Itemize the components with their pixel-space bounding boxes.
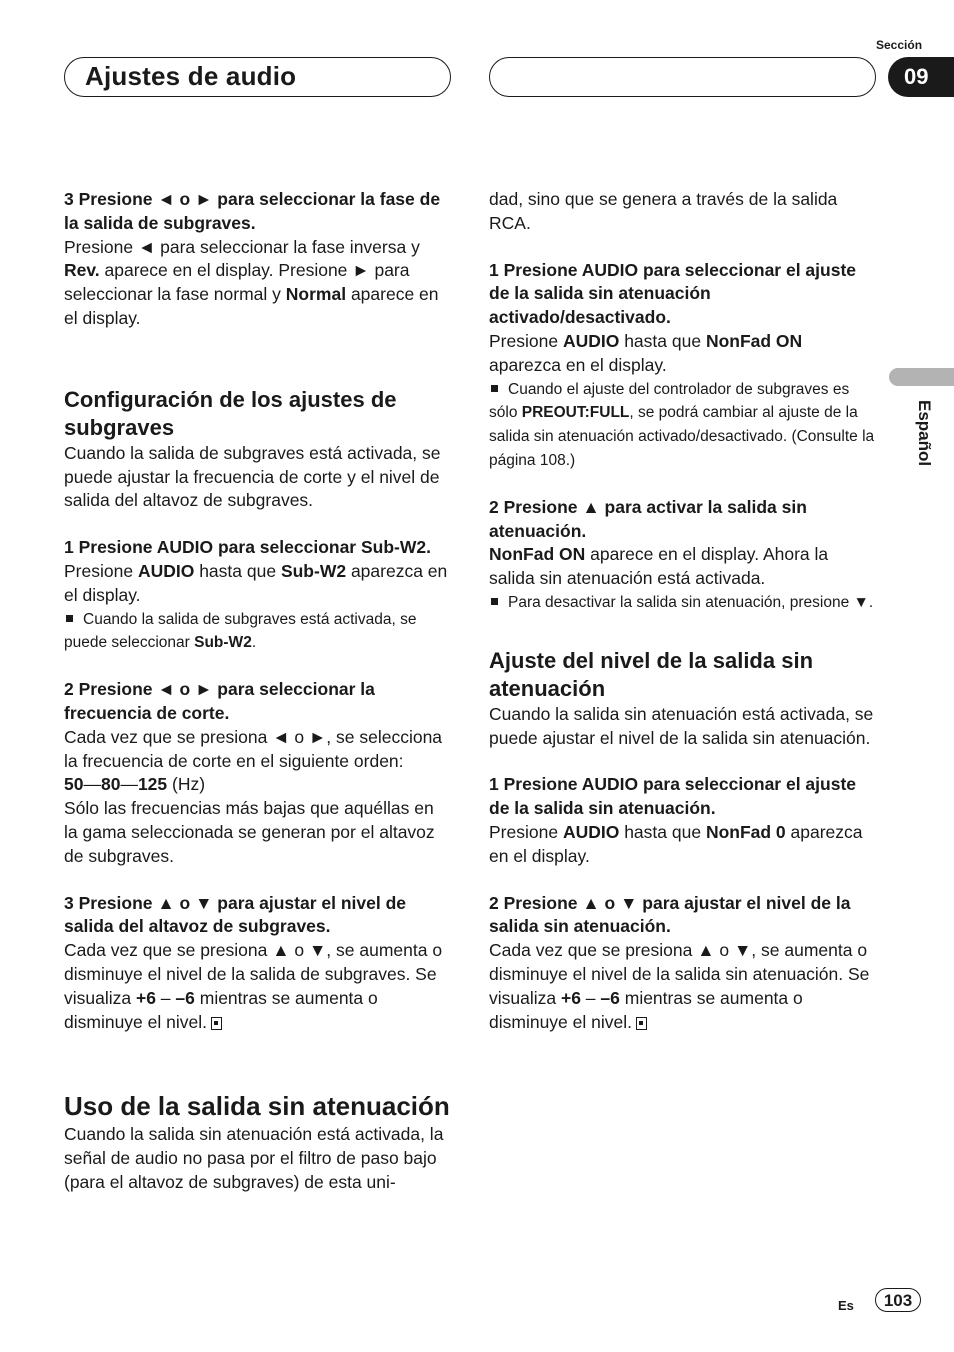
left-column xyxy=(64,188,452,1195)
paragraph: dad, sino que se genera a través de la salida RCA. xyxy=(489,189,838,233)
subsection-heading-config: Configuración de los ajustes de subgraves xyxy=(64,386,397,440)
step-heading: 3 Presione ◄ o ► para seleccionar la fase de la salida de subgraves. xyxy=(64,189,441,233)
section-number-badge: 09 xyxy=(888,57,954,97)
paragraph: Cuando la salida sin atenuación está activada, la señal de audio no pasa por el filtro de paso bajo (para el altavoz de subgraves) de esta uni- xyxy=(64,1124,444,1192)
step-heading: 1 Presione AUDIO para seleccionar el ajuste de la salida sin atenuación activado/desactivado. xyxy=(489,259,857,328)
note: Para desactivar la salida sin atenuación, presione ▼. xyxy=(489,591,877,615)
step-heading: 1 Presione AUDIO para seleccionar el ajuste de la salida sin atenuación. xyxy=(489,774,857,819)
paragraph: Presione AUDIO hasta que NonFad ON aparezca en el display. xyxy=(489,330,803,375)
paragraph: Cuando la salida de subgraves está activada, se puede ajustar la frecuencia de corte y el nivel de salida del altavoz de subgraves. xyxy=(64,442,441,511)
step-heading: 2 Presione ▲ para activar la salida sin atenuación. xyxy=(489,496,807,541)
step-heading: 2 Presione ▲ o ▼ para ajustar el nivel de la salida sin atenuación. xyxy=(489,892,851,937)
section-label: Sección xyxy=(876,38,923,52)
paragraph: Cuando la salida sin atenuación está activada, se puede ajustar el nivel de la salida sin atenuación. xyxy=(489,703,874,748)
step-heading: 2 Presione ◄ o ► para seleccionar la frecuencia de corte. xyxy=(64,679,375,723)
right-column xyxy=(489,188,877,1034)
bullet-square-icon xyxy=(66,615,73,622)
header-blank-pill xyxy=(489,57,876,97)
frequency-sequence: 50—80—125 (Hz) xyxy=(64,774,206,795)
section-title-pill xyxy=(64,57,451,97)
note: Cuando la salida de subgraves está activada, se puede seleccionar Sub-W2. xyxy=(64,610,417,652)
section-heading-uso: Uso de la salida sin atenuación xyxy=(64,1091,450,1122)
paragraph: Cada vez que se presiona ◄ o ►, se selecciona la frecuencia de corte en el siguiente orden: xyxy=(64,726,443,771)
end-of-section-icon xyxy=(636,1017,647,1030)
footer-language-code: Es xyxy=(838,1298,854,1313)
paragraph: Presione AUDIO hasta que NonFad 0 aparezca en el display. xyxy=(489,821,863,866)
paragraph: Cada vez que se presiona ▲ o ▼, se aumenta o disminuye el nivel de la salida sin atenuación. Se visualiza +6 – –6 mientras se aumenta o disminuye el nivel. xyxy=(489,940,870,1032)
step-heading: 1 Presione AUDIO para seleccionar Sub-W2. xyxy=(64,537,431,558)
page-number: 103 xyxy=(875,1288,921,1312)
paragraph: Cada vez que se presiona ▲ o ▼, se aumenta o disminuye el nivel de la salida de subgraves. Se visualiza +6 – –6 mientras se aumenta o disminuye el nivel. xyxy=(64,940,443,1032)
paragraph: Sólo las frecuencias más bajas que aquéllas en la gama seleccionada se generan por el altavoz de subgraves. xyxy=(64,798,435,866)
step-heading: 3 Presione ▲ o ▼ para ajustar el nivel de salida del altavoz de subgraves. xyxy=(64,892,406,937)
bullet-square-icon xyxy=(491,598,498,605)
end-of-section-icon xyxy=(211,1017,222,1030)
bullet-square-icon xyxy=(491,385,498,392)
page-title: Ajustes de audio xyxy=(85,61,297,91)
paragraph: NonFad ON aparece en el display. Ahora la salida sin atenuación está activada. xyxy=(489,544,829,589)
paragraph: Presione ◄ para seleccionar la fase inversa y Rev. aparece en el display. Presione ► para seleccionar la fase normal y Normal aparece en el display. xyxy=(64,236,439,328)
paragraph: Presione AUDIO hasta que Sub-W2 aparezca en el display. xyxy=(64,560,448,605)
subsection-heading-ajuste: Ajuste del nivel de la salida sin atenuación xyxy=(489,647,814,701)
language-label: Español xyxy=(915,400,934,467)
note: Cuando el ajuste del controlador de subgraves es sólo PREOUT:FULL, se podrá cambiar al ajuste de la salida sin atenuación activado/desactivado. (Consulte la página 108.) xyxy=(489,380,875,469)
language-tab-marker xyxy=(889,368,954,386)
